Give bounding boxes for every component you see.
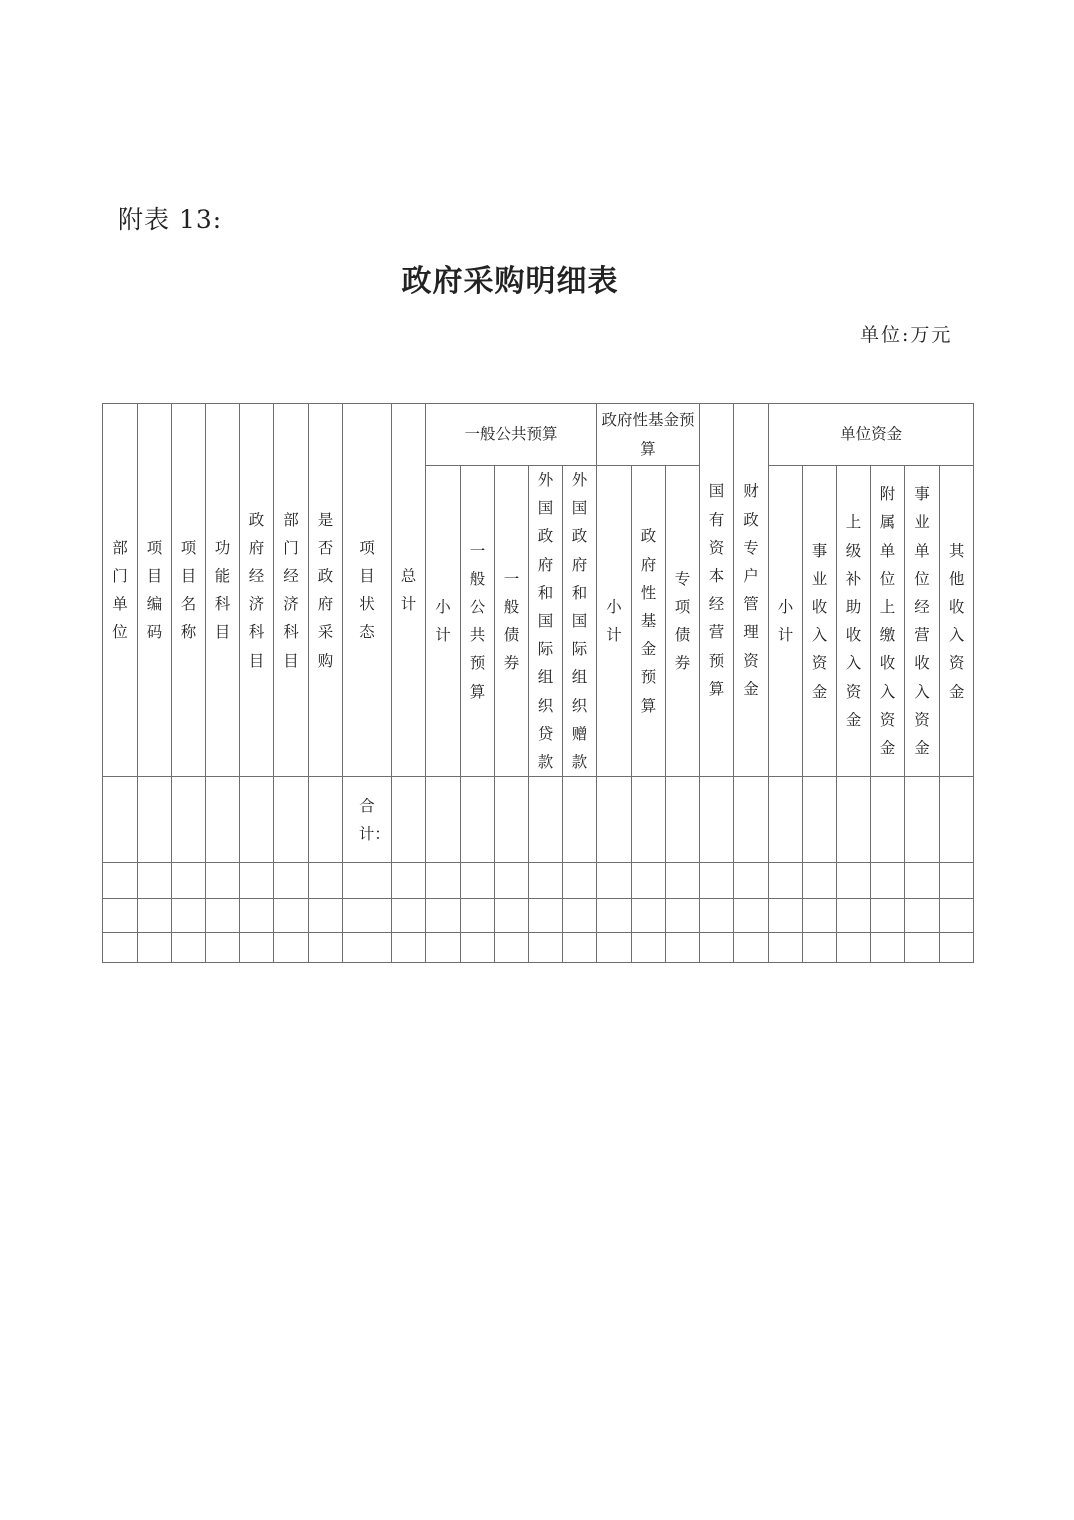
header-uf-subtotal: 小计 xyxy=(769,466,803,777)
header-uf-other-income: 其他收入资金 xyxy=(940,466,974,777)
header-uf-business-unit-operating: 事业单位经营收入资金 xyxy=(905,466,940,777)
header-fiscal-special-account: 财政专户管理资金 xyxy=(734,404,769,777)
header-general-public-budget-group: 一般公共预算 xyxy=(426,404,597,466)
procurement-table xyxy=(102,403,974,963)
header-gov-fund-budget-group: 政府性基金预算 xyxy=(597,404,700,466)
header-gov-econ-subject: 政府经济科目 xyxy=(240,404,274,777)
header-uf-affiliated-remit: 附属单位上缴收入资金 xyxy=(871,466,905,777)
header-gpb-foreign-grants: 外国政府和国际组织赠款 xyxy=(563,466,597,777)
header-uf-superior-subsidy: 上级补助收入资金 xyxy=(837,466,871,777)
header-gfb-subtotal: 小计 xyxy=(597,466,632,777)
header-project-code: 项目编码 xyxy=(138,404,172,777)
header-uf-business-income: 事业收入资金 xyxy=(803,466,837,777)
header-gpb-foreign-loans: 外国政府和国际组织贷款 xyxy=(529,466,563,777)
table-row xyxy=(103,899,974,933)
header-project-name: 项目名称 xyxy=(172,404,206,777)
header-grand-total: 总计 xyxy=(392,404,426,777)
header-dept-econ-subject: 部门经济科目 xyxy=(274,404,309,777)
table-row xyxy=(103,863,974,899)
page-title: 政府采购明细表 xyxy=(401,264,619,299)
header-project-status: 项目状态 xyxy=(343,404,392,777)
header-gfb-gov-fund-budget: 政府性基金预算 xyxy=(632,466,666,777)
header-gpb-general-bonds: 一般债券 xyxy=(495,466,529,777)
header-function-subject: 功能科目 xyxy=(206,404,240,777)
header-gpb-subtotal: 小计 xyxy=(426,466,461,777)
total-row-label: 合计： xyxy=(343,777,392,863)
header-gfb-special-bonds: 专项债券 xyxy=(666,466,700,777)
total-row xyxy=(103,777,974,863)
unit-label: 单位:万元 xyxy=(860,324,953,346)
header-is-gov-procurement: 是否政府采购 xyxy=(309,404,343,777)
annex-label: 附表 13: xyxy=(118,205,223,234)
header-unit-funds-group: 单位资金 xyxy=(769,404,974,466)
header-state-capital-budget: 国有资本经营预算 xyxy=(700,404,734,777)
table-row xyxy=(103,933,974,963)
header-dept-unit: 部门单位 xyxy=(103,404,138,777)
header-gpb-general-public-budget: 一般公共预算 xyxy=(461,466,495,777)
